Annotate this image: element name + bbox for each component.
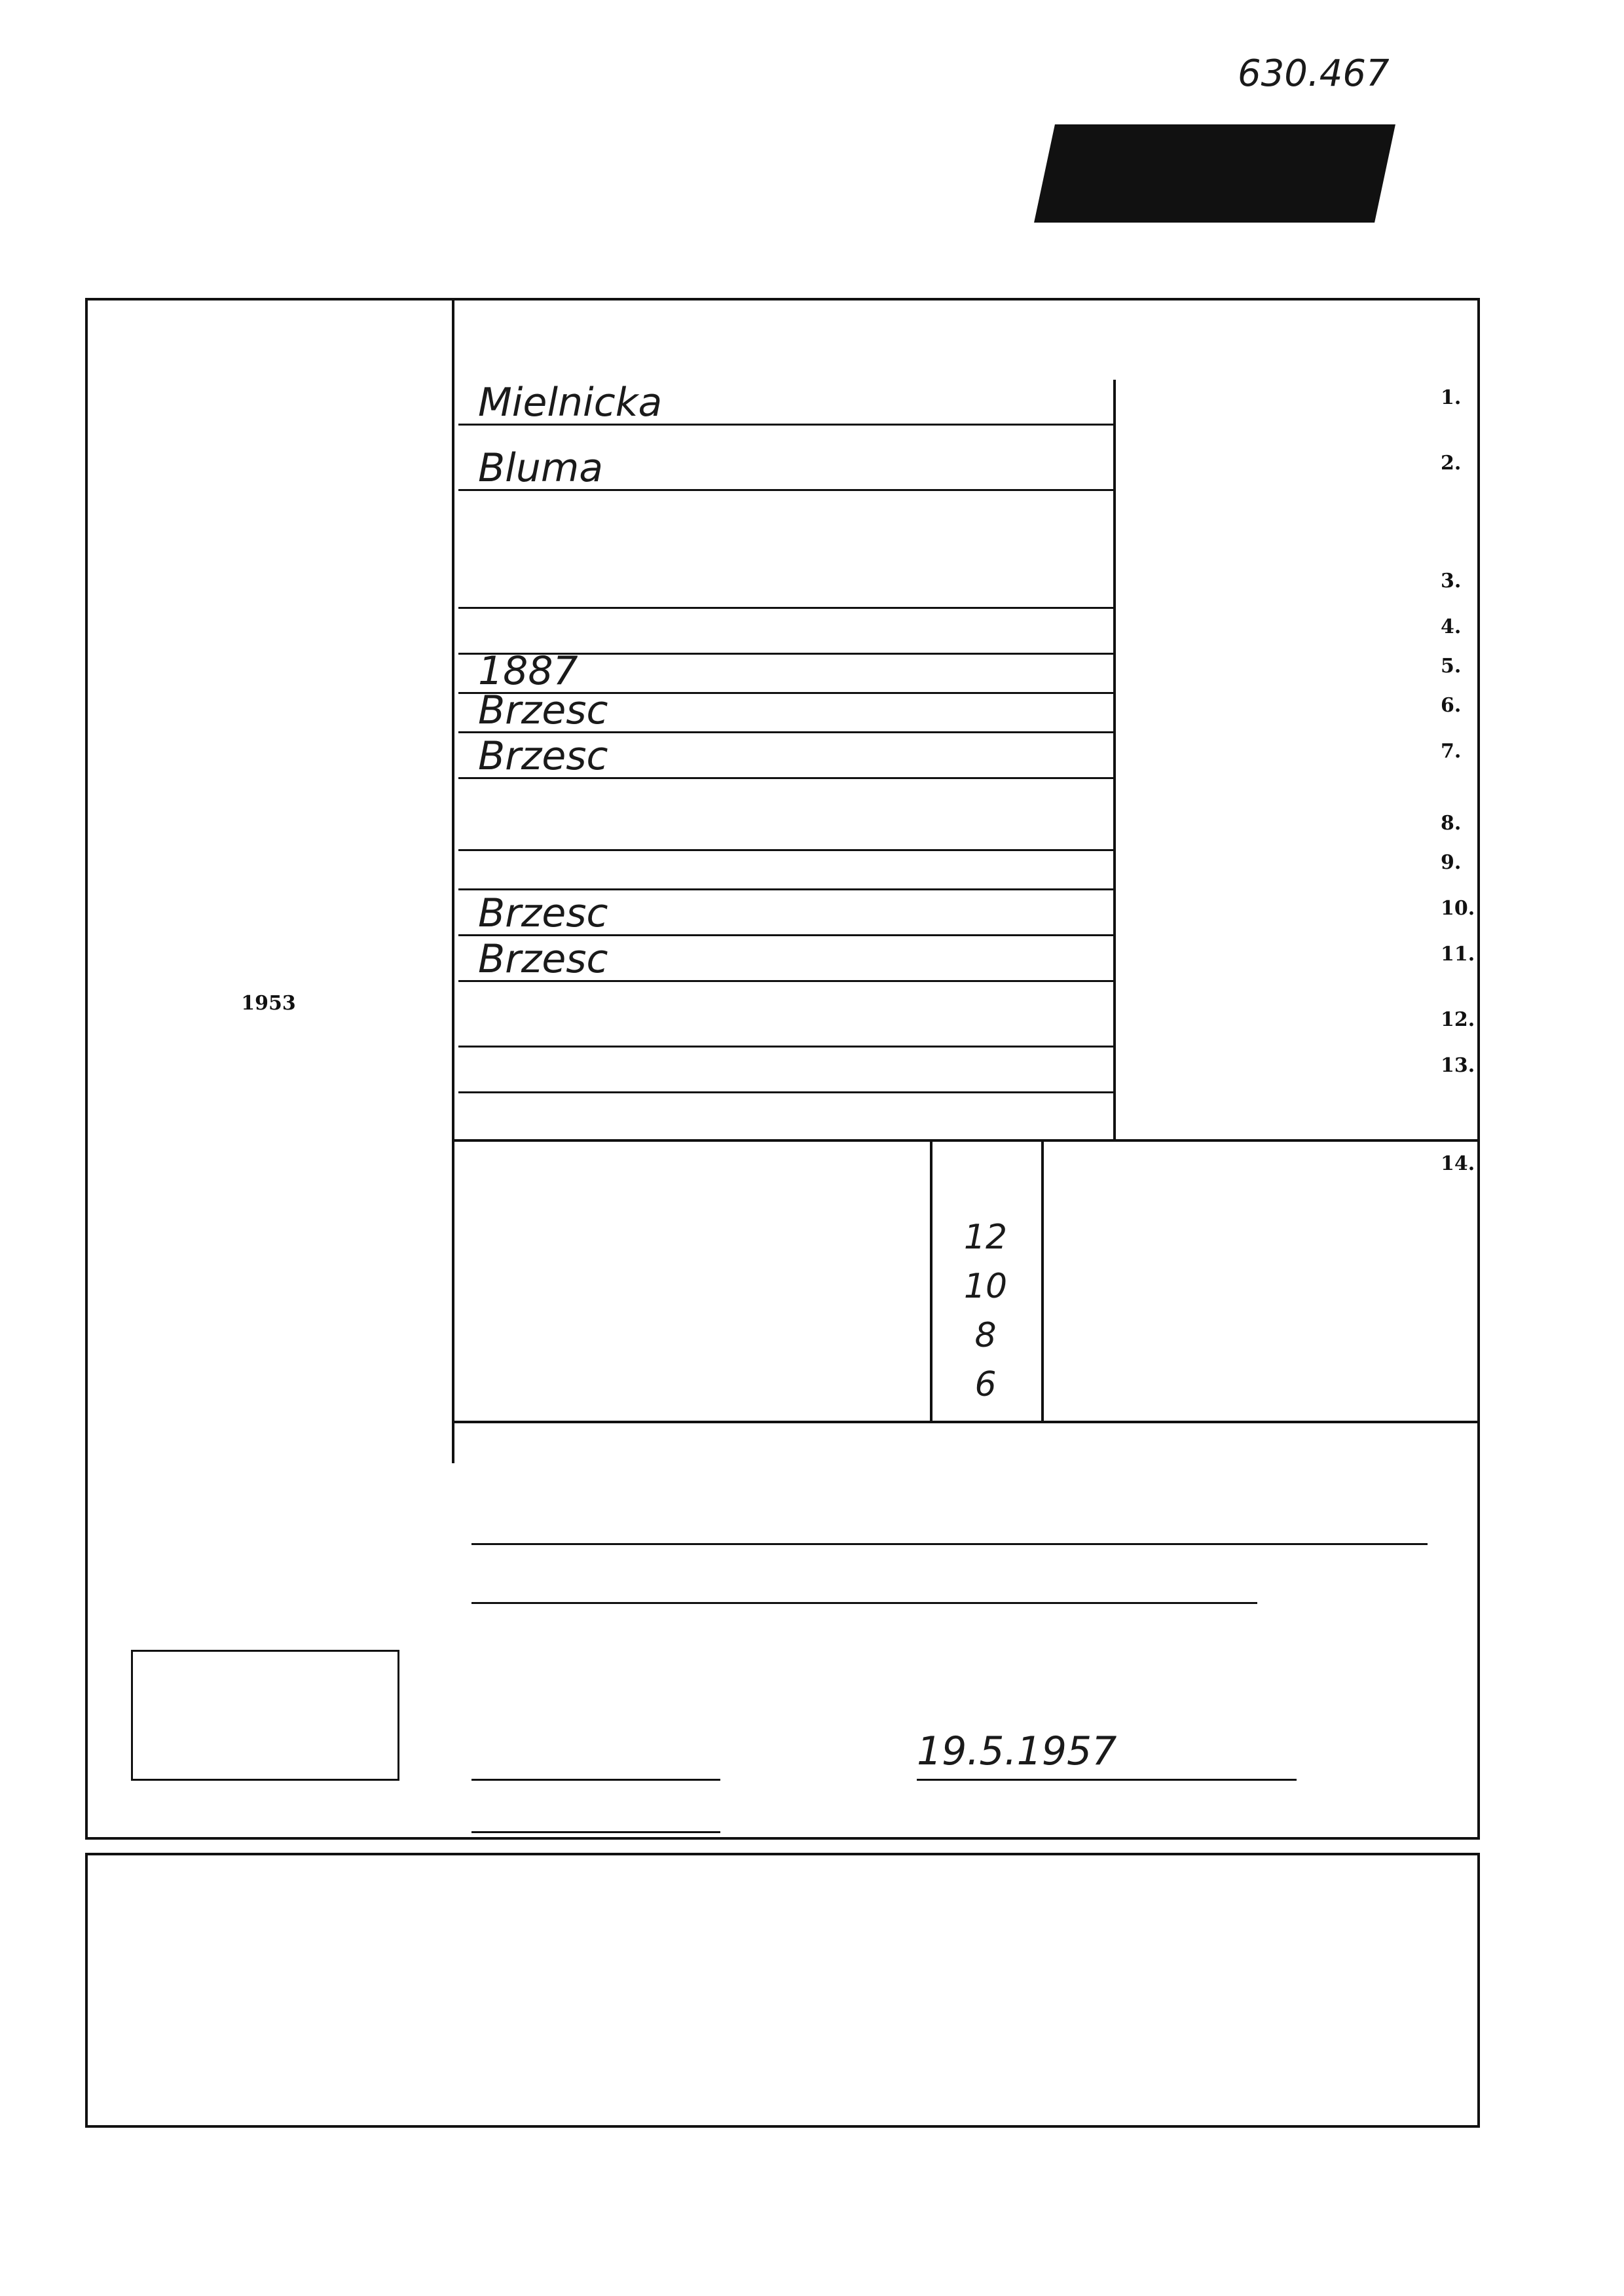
field-number: 7. xyxy=(1441,740,1462,763)
field-number: 8. xyxy=(1441,812,1462,835)
children-table-bottom xyxy=(454,1421,1480,1423)
field-value-latin: Bluma xyxy=(478,445,604,491)
field-value[interactable] xyxy=(458,1048,1113,1093)
sidebar-divider xyxy=(452,298,454,1463)
field-number: 5. xyxy=(1441,655,1462,678)
field-value-latin: Brzesc xyxy=(478,687,608,733)
certificate-box xyxy=(131,1650,399,1781)
field-number: 2. xyxy=(1441,452,1462,475)
field-value[interactable] xyxy=(458,936,1113,982)
child-age[interactable]: 8 xyxy=(974,1316,997,1355)
field-value[interactable] xyxy=(458,445,1113,491)
field-number: 14. xyxy=(1441,1152,1475,1175)
field-number: 13. xyxy=(1441,1054,1475,1077)
children-col-2 xyxy=(1041,1139,1044,1421)
field-value-latin: Brzesc xyxy=(478,890,608,936)
field-number: 6. xyxy=(1441,694,1462,717)
law-year: 1953 xyxy=(241,992,296,1015)
field-number: 9. xyxy=(1441,851,1462,874)
field-number: 12. xyxy=(1441,1008,1475,1031)
field-number: 10. xyxy=(1441,897,1475,920)
field-value[interactable] xyxy=(458,890,1113,936)
place-date-field[interactable]: 19.5.1957 xyxy=(917,1728,1297,1781)
field-value[interactable] xyxy=(458,380,1113,426)
field-value-latin: 1887 xyxy=(478,648,578,694)
relation-field[interactable] xyxy=(471,1558,1257,1604)
field-value[interactable] xyxy=(458,687,1113,733)
field-number: 3. xyxy=(1441,570,1462,592)
official-signature-field[interactable] xyxy=(471,1787,720,1833)
child-age[interactable]: 6 xyxy=(974,1365,997,1404)
field-value-latin: Brzesc xyxy=(478,936,608,982)
field-number: 4. xyxy=(1441,615,1462,638)
child-age[interactable]: 12 xyxy=(963,1218,1008,1257)
declarant-field[interactable] xyxy=(471,1499,1428,1545)
field-value[interactable] xyxy=(458,1002,1113,1048)
child-age[interactable]: 10 xyxy=(963,1267,1008,1306)
field-value[interactable] xyxy=(458,563,1113,609)
label-divider xyxy=(1113,380,1116,1139)
field-value-latin: Brzesc xyxy=(478,733,608,779)
footer-frame xyxy=(85,1853,1480,2128)
field-number: 11. xyxy=(1441,943,1475,966)
children-col-1 xyxy=(930,1139,932,1421)
field-value[interactable] xyxy=(458,733,1113,779)
archive-number: 630.467 xyxy=(1238,52,1390,95)
children-table-top xyxy=(454,1139,1480,1142)
field-number: 1. xyxy=(1441,386,1462,409)
signature-field[interactable] xyxy=(471,1735,720,1781)
field-value[interactable] xyxy=(458,845,1113,890)
yad-vashem-logo xyxy=(1034,124,1395,223)
field-value-latin: Mielnicka xyxy=(478,380,663,426)
